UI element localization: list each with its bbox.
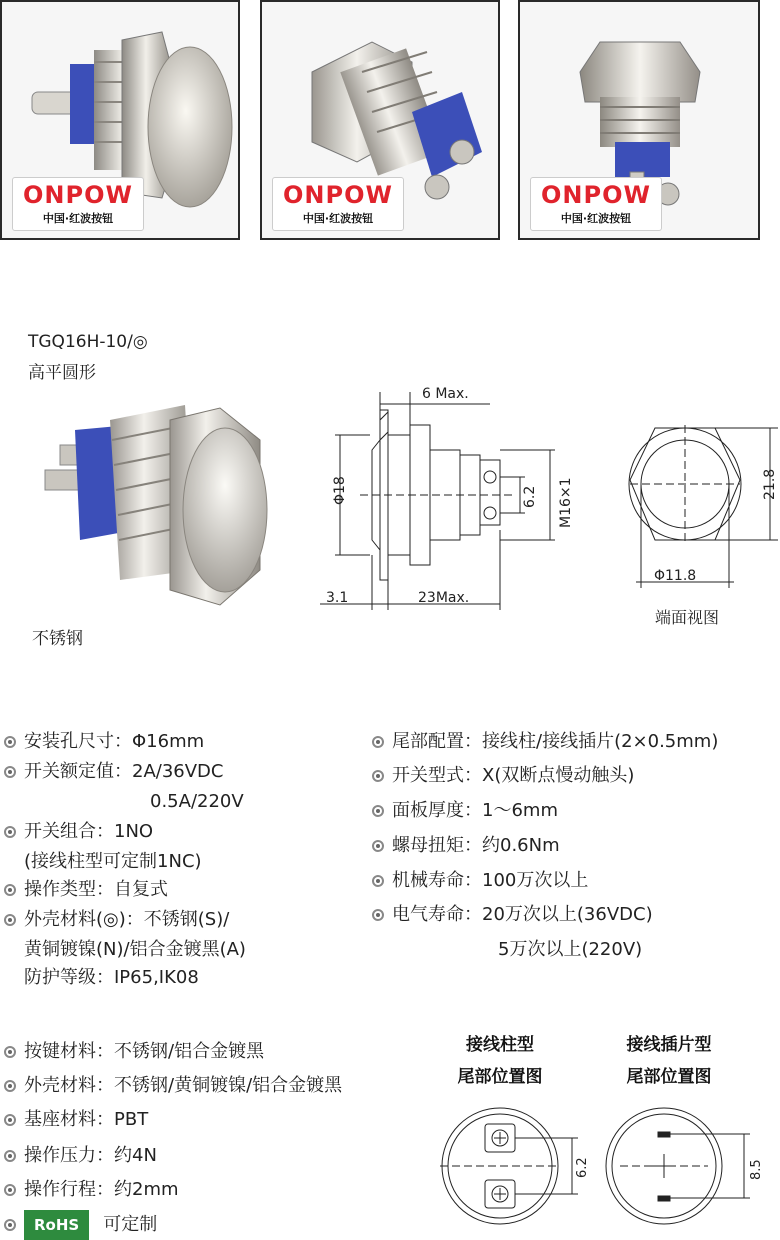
diagram-2-title-2: 尾部位置图 [626,1067,712,1087]
rohs-row [4,1210,157,1240]
spec-label: 操作压力： [24,1145,114,1166]
spec-mount-hole [4,730,204,754]
spec-label: 机械寿命： [392,870,482,891]
spec-mech-life [372,869,588,893]
spec-action [4,878,168,902]
bullet-icon [4,1150,16,1162]
spec-elec-life [372,903,653,927]
spec-torque [372,834,560,858]
spec-label: 外壳材料： [24,1075,114,1096]
spec-rating-extra: 0.5A/220V [150,791,244,812]
spec-label: 外壳材料(◎)： [24,909,144,930]
product-photo-1 [0,0,240,240]
spec-label: 开关型式： [392,765,482,786]
spec-force [4,1144,157,1168]
brand-tagline: 中国·红波按钮 [560,212,632,225]
bullet-icon [372,770,384,782]
bullet-icon [4,884,16,896]
spec-panel [372,799,558,823]
spec-label: 按键材料： [24,1041,114,1062]
brand-name: ONPOW [23,181,133,209]
bullet-icon [372,736,384,748]
spec-value: 自复式 [114,879,168,900]
spec-value: 不锈钢/黄铜镀镍/铝合金镀黑 [114,1075,343,1096]
spec-label: 操作类型： [24,879,114,900]
spec-label: 螺母扭矩： [392,835,482,856]
spec-value: 100万次以上 [482,870,589,891]
spec-label: 开关组合： [24,821,114,842]
dim-pin-spacing-screw: 6.2 [575,1157,590,1178]
dim-face: Φ11.8 [654,568,697,584]
dim-pin-spacing: 6.2 [522,485,538,508]
spec-value: 2A/36VDC [132,761,224,782]
spec-housing [4,908,229,932]
spec-label: 安装孔尺寸： [24,731,132,752]
tab-terminal-diagram [600,1098,770,1233]
spec-elec-life-extra: 5万次以上(220V) [498,939,643,960]
bullet-icon [4,1114,16,1126]
brand-logo [12,177,144,231]
brand-tagline: 中国·红波按钮 [302,212,374,225]
head-type: 高平圆形 [28,363,96,383]
spec-base-material [4,1108,148,1132]
diagram-1-title-2: 尾部位置图 [457,1067,543,1087]
spec-value: 约0.6Nm [482,835,560,856]
brand-name: ONPOW [541,181,651,209]
bullet-icon [4,826,16,838]
spec-housing-extra: 黄铜镀镍(N)/铝合金镀黑(A) [24,939,246,960]
spec-rating [4,760,223,784]
brand-name: ONPOW [283,181,393,209]
spec-label: 电气寿命： [392,904,482,925]
bullet-icon [372,875,384,887]
spec-label: 面板厚度： [392,800,482,821]
bullet-icon [4,1046,16,1058]
dim-thickness: 3.1 [326,590,349,606]
product-photo-3 [518,0,760,240]
spec-value: 接线柱/接线插片(2×0.5mm) [482,731,719,752]
spec-label: 尾部配置： [392,731,482,752]
spec-value: PBT [114,1109,149,1130]
spec-label: 开关额定值： [24,761,132,782]
dim-max-depth: 6 Max. [422,386,469,402]
spec-label: 操作行程： [24,1179,114,1200]
bullet-icon [372,909,384,921]
spec-value: 不锈钢(S)/ [143,909,230,930]
diagram-2-title-1: 接线插片型 [626,1035,712,1055]
spec-contacts-extra: (接线柱型可定制1NC) [24,851,202,872]
spec-value: X(双断点慢动触头) [482,765,635,786]
model-number: TGQ16H-10/◎ [28,332,148,352]
spec-value: 约4N [114,1145,157,1166]
dim-thread: M16×1 [558,477,574,528]
diagram-1-title-1: 接线柱型 [466,1035,534,1055]
spec-travel [4,1178,179,1202]
spec-shell-material [4,1074,342,1098]
spec-contacts [4,820,153,844]
bullet-icon [372,805,384,817]
spec-label: 基座材料： [24,1109,114,1130]
product-photo-2 [260,0,500,240]
side-view-drawing [320,380,620,615]
material-caption: 不锈钢 [32,629,83,649]
end-view-drawing [610,420,780,595]
spec-button-material [4,1040,264,1064]
bullet-icon [4,914,16,926]
spec-protection: 防护等级：IP65,IK08 [24,967,199,988]
bullet-icon [4,736,16,748]
bullet-icon [4,1184,16,1196]
end-view-label: 端面视图 [655,608,720,627]
bullet-icon [372,840,384,852]
spec-value: 不锈钢/铝合金镀黑 [114,1041,265,1062]
dim-pin-spacing-tab: 8.5 [749,1159,764,1180]
dim-length: 23Max. [418,590,470,606]
spec-value: 约2mm [114,1179,179,1200]
spec-value: 1～6mm [482,800,558,821]
screw-terminal-diagram [430,1098,590,1233]
spec-terminal [372,730,718,754]
product-render [20,400,280,610]
bullet-icon [4,1080,16,1092]
spec-value: Φ16mm [132,731,205,752]
dim-diameter: Φ18 [332,476,348,505]
spec-value: 20万次以上(36VDC) [482,904,653,925]
spec-switch-type [372,764,634,788]
brand-tagline: 中国·红波按钮 [42,212,114,225]
dim-hex: 21.8 [762,468,778,500]
rohs-badge: RoHS [24,1210,89,1240]
brand-logo [530,177,662,231]
brand-logo [272,177,404,231]
rohs-text: 可定制 [103,1214,158,1235]
bullet-icon [4,766,16,778]
bullet-icon [4,1219,16,1231]
spec-value: 1NO [114,821,154,842]
